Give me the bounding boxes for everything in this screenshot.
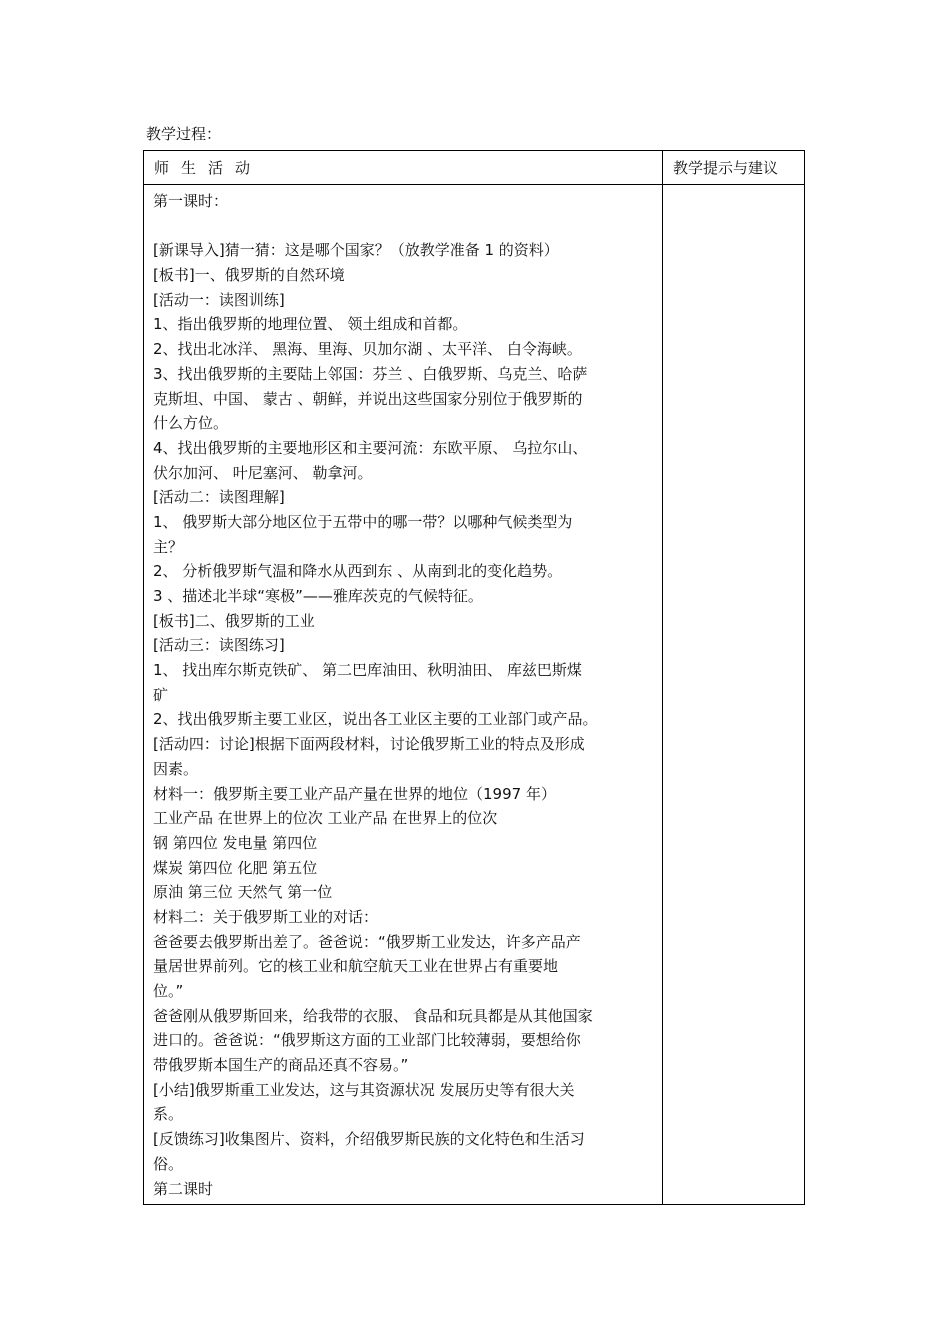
text-line: 4、找出俄罗斯的主要地形区和主要河流：东欧平原、 乌拉尔山、 bbox=[153, 438, 588, 457]
text-line: 矿 bbox=[153, 685, 169, 704]
text-line: 带俄罗斯本国生产的商品还真不容易。” bbox=[153, 1056, 409, 1075]
text-line bbox=[153, 214, 658, 239]
text-line: 1、指出俄罗斯的地理位置、 领土组成和首都。 bbox=[153, 315, 468, 334]
text-line: [反馈练习]收集图片、资料，介绍俄罗斯民族的文化特色和生活习 bbox=[153, 1130, 585, 1149]
lesson-table bbox=[143, 150, 805, 1205]
text-line: 因素。 bbox=[153, 759, 199, 778]
text-line: [活动四：讨论]根据下面两段材料，讨论俄罗斯工业的特点及形成 bbox=[153, 735, 585, 754]
text-line: [板书]二、俄罗斯的工业 bbox=[153, 611, 315, 630]
text-line: [板书]一、俄罗斯的自然环境 bbox=[153, 266, 345, 285]
text-line: 第二课时 bbox=[153, 1179, 214, 1198]
header-teaching-tips: 教学提示与建议 bbox=[673, 159, 779, 177]
text-line: 3、找出俄罗斯的主要陆上邻国：芬兰 、白俄罗斯、乌克兰、哈萨 bbox=[153, 364, 588, 383]
text-line: 主？ bbox=[153, 537, 184, 556]
table-header-row bbox=[144, 151, 804, 185]
text-line: 钢 第四位 发电量 第四位 bbox=[153, 833, 318, 852]
text-line: 2、找出俄罗斯主要工业区，说出各工业区主要的工业部门或产品。 bbox=[153, 710, 598, 729]
text-line: 原油 第三位 天然气 第一位 bbox=[153, 883, 333, 902]
text-line: 爸爸刚从俄罗斯回来，给我带的衣服、 食品和玩具都是从其他国家 bbox=[153, 1006, 593, 1025]
text-line: 3 、描述北半球“寒极”——雅库茨克的气候特征。 bbox=[153, 587, 483, 605]
header-teacher-student-activities: 师生活动 bbox=[154, 159, 263, 177]
text-line: 爸爸要去俄罗斯出差了。爸爸说：“俄罗斯工业发达，许多产品产 bbox=[153, 932, 581, 951]
page-heading: 教学过程： bbox=[146, 125, 222, 143]
teaching-tips-cell bbox=[663, 185, 804, 1204]
text-line: 2、 分析俄罗斯气温和降水从西到东 、从南到北的变化趋势。 bbox=[153, 562, 563, 581]
text-line: 2、找出北冰洋、 黑海、里海、贝加尔湖 、太平洋、 白令海峡。 bbox=[153, 340, 582, 359]
text-line: 工业产品 在世界上的位次 工业产品 在世界上的位次 bbox=[153, 809, 498, 828]
text-line: 伏尔加河、 叶尼塞河、 勒拿河。 bbox=[153, 463, 373, 482]
text-line: 系。 bbox=[153, 1105, 184, 1124]
text-line: 俗。 bbox=[153, 1154, 184, 1173]
text-line: [活动三：读图练习] bbox=[153, 636, 285, 655]
text-line: 第一课时： bbox=[153, 192, 229, 210]
text-line: 进口的。爸爸说：“俄罗斯这方面的工业部门比较薄弱，要想给你 bbox=[153, 1031, 581, 1050]
text-line: 什么方位。 bbox=[153, 414, 229, 433]
text-line: 量居世界前列。它的核工业和航空航天工业在世界占有重要地 bbox=[153, 957, 559, 976]
text-line: [新课导入]猜一猜：这是哪个国家？（放教学准备 1 的资料） bbox=[153, 241, 559, 260]
text-line: 1、 找出库尔斯克铁矿、 第二巴库油田、秋明油田、 库兹巴斯煤 bbox=[153, 661, 582, 680]
text-line: 克斯坦、中国、 蒙古 、朝鲜，并说出这些国家分别位于俄罗斯的 bbox=[153, 389, 583, 408]
text-line: 材料一：俄罗斯主要工业产品产量在世界的地位（1997 年） bbox=[153, 784, 556, 803]
text-line: [活动一：读图训练] bbox=[153, 290, 285, 309]
text-line: [小结]俄罗斯重工业发达，这与其资源状况 发展历史等有很大关 bbox=[153, 1080, 575, 1099]
activities-cell bbox=[153, 189, 658, 1201]
text-line: [活动二：读图理解] bbox=[153, 488, 285, 507]
text-line: 位。” bbox=[153, 982, 184, 1000]
text-line: 材料二：关于俄罗斯工业的对话： bbox=[153, 907, 379, 926]
text-line: 煤炭 第四位 化肥 第五位 bbox=[153, 858, 318, 877]
text-line: 1、 俄罗斯大部分地区位于五带中的哪一带？以哪种气候类型为 bbox=[153, 512, 573, 531]
